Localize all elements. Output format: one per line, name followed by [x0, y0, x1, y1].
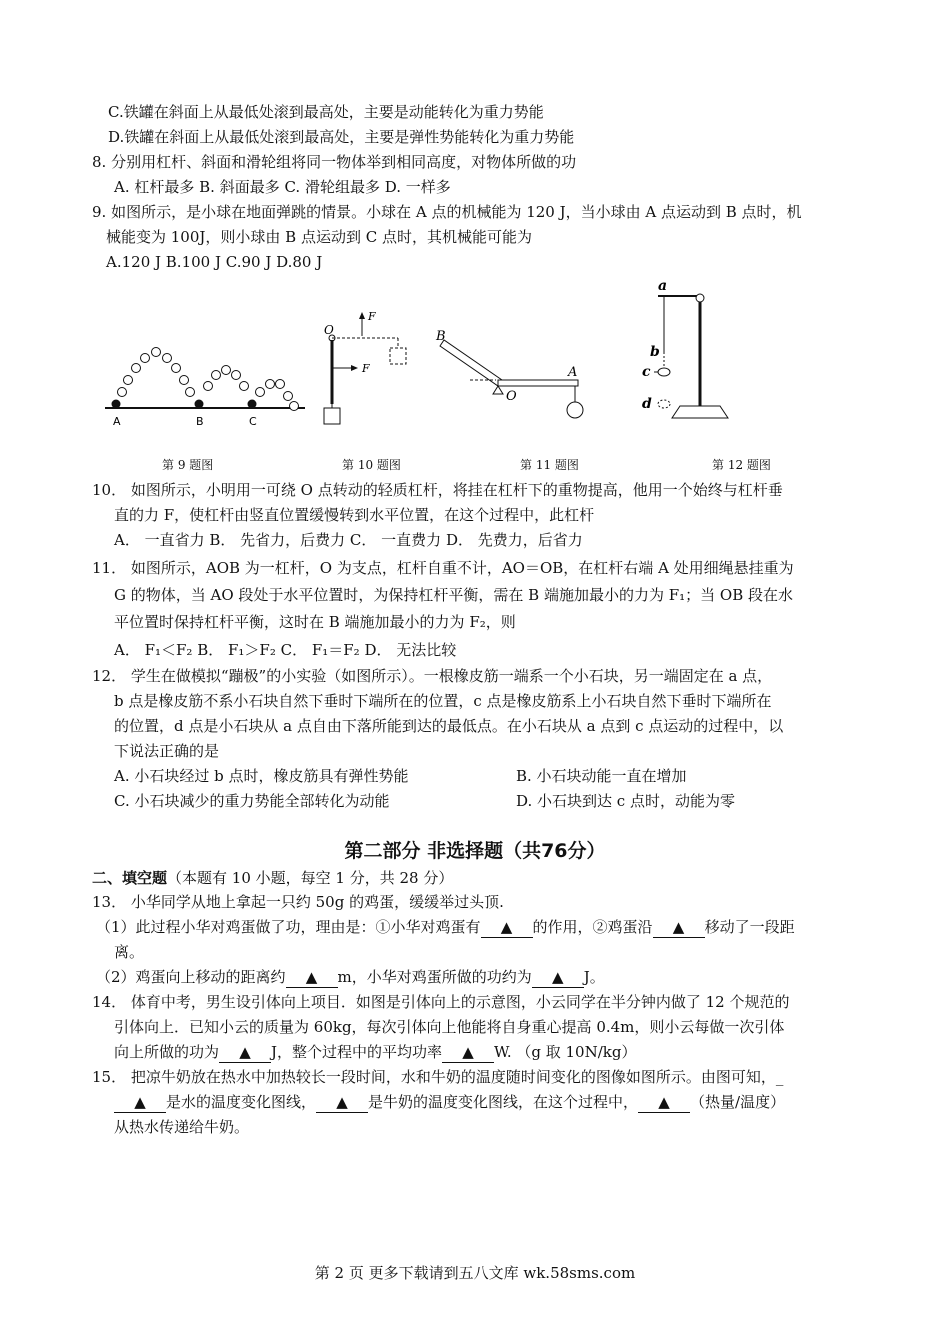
q14-blank-1[interactable]: ▲: [219, 1042, 271, 1063]
q15-l2-text-c: （热量/温度）: [690, 1093, 786, 1111]
q9-line1: 9. 如图所示，是小球在地面弹跳的情景。小球在 A 点的机械能为 120 J，当小球由 A 点运动到 B 点时，机: [92, 203, 802, 221]
figure-9-bouncing-ball: [100, 340, 310, 430]
fig10-label-o: O: [324, 323, 334, 337]
fig12-label-d: d: [642, 396, 652, 412]
part2-heading: 第二部分 非选择题（共76分）: [344, 840, 606, 862]
q14-l3-text-a: 向上所做的功为: [114, 1043, 220, 1061]
q13-blank-1[interactable]: ▲: [481, 917, 533, 938]
q12-line1: 12． 学生在做模拟“蹦极”的小实验（如图所示）。一根橡皮筋一端系一个小石块，另一端固定在 a 点，: [92, 667, 773, 685]
q13-stem: 13． 小华同学从地上拿起一只约 50g 的鸡蛋，缓缓举过头顶.: [92, 893, 504, 911]
q13-p2-text-c: J。: [583, 968, 605, 986]
q12-option-d: D. 小石块到达 c 点时，动能为零: [516, 792, 735, 810]
fig9-caption: 第 9 题图: [162, 458, 214, 472]
q13-part2: [96, 967, 605, 988]
q13-p1-text-b: 的作用，②鸡蛋沿: [532, 918, 653, 936]
q12-option-b: B. 小石块动能一直在增加: [516, 767, 687, 785]
q13-blank-3[interactable]: ▲: [286, 967, 338, 988]
q15-line3: 从热水传递给牛奶。: [114, 1118, 250, 1136]
q11-options: A． F₁＜F₂ B． F₁＞F₂ C． F₁＝F₂ D． 无法比较: [114, 641, 457, 659]
q8-options: A. 杠杆最多 B. 斜面最多 C. 滑轮组最多 D. 一样多: [114, 178, 451, 196]
q9-line2: 械能变为 100J，则小球由 B 点运动到 C 点时，其机械能可能为: [106, 228, 532, 246]
q12-option-a: A. 小石块经过 b 点时，橡皮筋具有弹性势能: [114, 767, 409, 785]
ball-b-marker: [195, 400, 204, 409]
q14-line3: [114, 1042, 636, 1063]
q15-blank-3[interactable]: ▲: [638, 1092, 690, 1113]
fig9-label-b: B: [196, 415, 204, 428]
fig11-label-o: O: [506, 389, 517, 404]
fig10-label-f-right: F: [362, 362, 370, 375]
q15-line1: 15． 把凉牛奶放在热水中加热较长一段时间，水和牛奶的温度随时间变化的图像如图所示。由图可知，_: [92, 1068, 784, 1086]
q15-l2-text-b: 是牛奶的温度变化图线，在这个过程中，: [368, 1093, 639, 1111]
q10-line2: 直的力 F，使杠杆由竖直位置缓慢转到水平位置，在这个过程中，此杠杆: [114, 506, 595, 524]
fig10-caption: 第 10 题图: [342, 458, 401, 472]
q11-line3: 平位置时保持杠杆平衡，这时在 B 端施加最小的力为 F₂，则: [114, 613, 516, 631]
q12-line2: b 点是橡皮筋不系小石块自然下垂时下端所在的位置，c 点是橡皮筋系上小石块自然下垂时下端所在: [114, 692, 772, 710]
q11-line1: 11． 如图所示，AOB 为一杠杆，O 为支点，杠杆自重不计，AO＝OB，在杠杆右端 A 处用细绳悬挂重为: [92, 559, 794, 577]
ball-c-marker: [248, 400, 257, 409]
q13-blank-4[interactable]: ▲: [532, 967, 584, 988]
q13-blank-2[interactable]: ▲: [653, 917, 705, 938]
fig11-caption: 第 11 题图: [520, 458, 579, 472]
q9-options: A.120 J B.100 J C.90 J D.80 J: [106, 253, 323, 271]
q13-p1-text-c: 移动了一段距: [704, 918, 795, 936]
q12-line3: 的位置，d 点是小石块从 a 点自由下落所能到达的最低点。在小石块从 a 点到 c 点运动的过程中，以: [114, 717, 784, 735]
page-footer: 第 2 页 更多下载请到五八文库 wk.58sms.com: [314, 1264, 636, 1282]
q15-line2: [114, 1092, 785, 1113]
q13-part1-cont: 离。: [114, 943, 145, 961]
q7-option-d: D.铁罐在斜面上从最低处滚到最高处，主要是弹性势能转化为重力势能: [108, 128, 575, 146]
q12-option-c: C. 小石块减少的重力势能全部转化为动能: [114, 792, 390, 810]
q13-p2-text-a: （2）鸡蛋向上移动的距离约: [96, 968, 286, 986]
fig12-label-a: a: [658, 278, 668, 294]
fig12-label-b: b: [650, 344, 660, 360]
section2-note: （本题有 10 小题，每空 1 分，共 28 分）: [167, 869, 454, 887]
fig11-label-b: B: [436, 330, 446, 344]
q13-p2-text-b: m，小华对鸡蛋所做的功约为: [337, 968, 532, 986]
fig12-caption: 第 12 题图: [712, 458, 771, 472]
figure-11-aob-lever: [430, 330, 590, 430]
fig11-label-a: A: [568, 365, 578, 380]
q14-l3-text-b: J，整个过程中的平均功率: [271, 1043, 443, 1061]
figure-12-bungee-stand: [630, 276, 740, 428]
section2-header: [92, 868, 453, 888]
q14-blank-2[interactable]: ▲: [442, 1042, 494, 1063]
q13-p1-text-a: （1）此过程小华对鸡蛋做了功，理由是：①小华对鸡蛋有: [96, 918, 481, 936]
q12-line4: 下说法正确的是: [114, 742, 220, 760]
q8-stem: 8. 分别用杠杆、斜面和滑轮组将同一物体举到相同高度，对物体所做的功: [92, 153, 577, 171]
q15-blank-2[interactable]: ▲: [316, 1092, 368, 1113]
q10-options: A． 一直省力 B． 先省力，后费力 C． 一直费力 D． 先费力，后省力: [114, 531, 583, 549]
q14-line2: 引体向上．已知小云的质量为 60kg，每次引体向上他能将自身重心提高 0.4m，则小云每做一次引体: [114, 1018, 785, 1036]
ball-a-marker: [112, 400, 121, 409]
fig12-label-c: c: [642, 364, 651, 380]
fig9-label-a: A: [113, 415, 121, 428]
q10-line1: 10． 如图所示，小明用一可绕 O 点转动的轻质杠杆，将挂在杠杆下的重物提高，他用一个始终与杠杆垂: [92, 481, 783, 499]
q13-part1: [96, 917, 795, 938]
q15-blank-1[interactable]: ▲: [114, 1092, 166, 1113]
q15-l2-text-a: 是水的温度变化图线，: [166, 1093, 317, 1111]
fig9-label-c: C: [249, 415, 257, 428]
q11-line2: G 的物体，当 AO 段处于水平位置时，为保持杠杆平衡，需在 B 端施加最小的力为 F₁；当 OB 段在水: [114, 586, 794, 604]
q7-option-c: C.铁罐在斜面上从最低处滚到最高处，主要是动能转化为重力势能: [108, 103, 544, 121]
q14-l3-text-c: W. （g 取 10N/kg）: [494, 1043, 637, 1061]
q14-line1: 14． 体育中考，男生设引体向上项目．如图是引体向上的示意图，小云同学在半分钟内做了 12 个规范的: [92, 993, 790, 1011]
fig10-label-f-up: F: [368, 310, 376, 323]
figure-10-lever: [318, 308, 418, 430]
section2-label: 二、填空题: [92, 869, 168, 887]
